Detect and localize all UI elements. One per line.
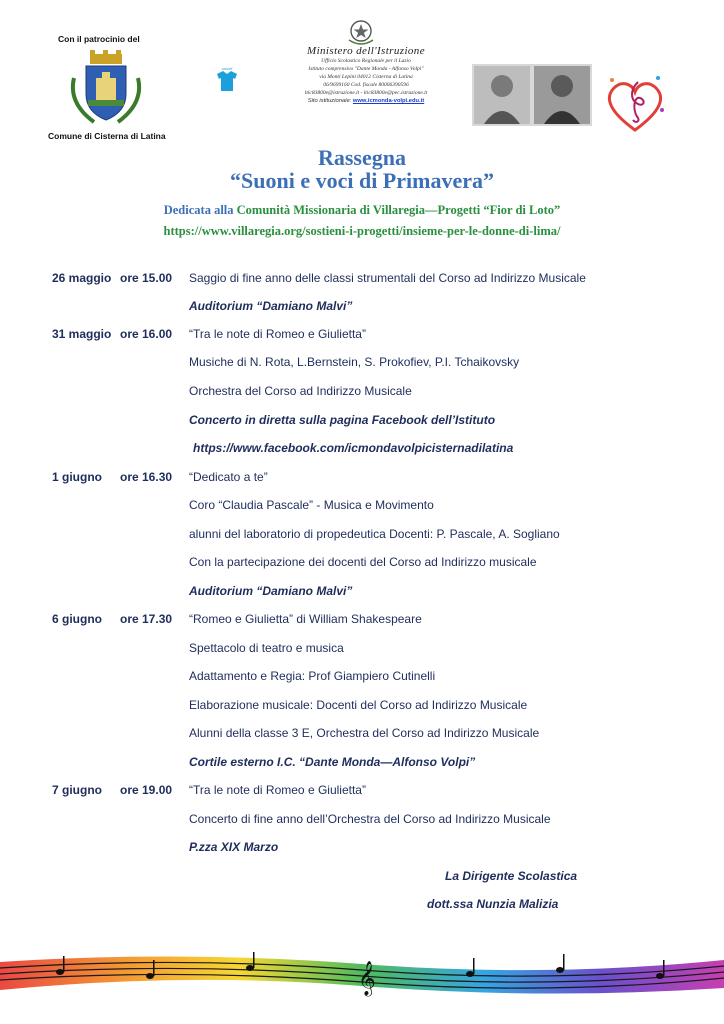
event-date: 1 giugno [52, 470, 102, 484]
event-time: ore 16.00 [120, 327, 173, 341]
event-line: Adattamento e Regia: Prof Giampiero Cutinelli [189, 669, 436, 683]
dedication-org: Comunità Missionaria di Villaregia—Progetti “Fior di Loto” [236, 203, 561, 217]
event-date: 31 maggio [52, 327, 112, 341]
event-line: Alunni della classe 3 E, Orchestra del Corso ad Indirizzo Musicale [189, 726, 540, 740]
page-title: Rassegna [317, 145, 406, 170]
event-time: ore 17.30 [120, 612, 173, 626]
event-time: ore 16.30 [120, 470, 173, 484]
facebook-link[interactable]: https://www.facebook.com/icmondavolpicisternadilatina [193, 441, 514, 455]
ministry-title: Ministero dell'Istruzione [307, 45, 425, 57]
event-time: ore 15.00 [120, 271, 173, 285]
event-line: alunni del laboratorio di propedeutica Docenti: P. Pascale, A. Sogliano [189, 527, 560, 541]
event-date: 26 maggio [52, 271, 112, 285]
event-line: “Romeo e Giulietta” di William Shakespeare [189, 612, 422, 626]
patronage-label: Con il patrocinio del [58, 34, 140, 44]
event-line: “Tra le note di Romeo e Giulietta” [189, 327, 366, 341]
ministry-line: Ufficio Scolastico Regionale per il Lazio [321, 58, 411, 64]
event-date: 6 giugno [52, 612, 102, 626]
ministry-site [270, 97, 462, 105]
ministry-header [270, 45, 462, 105]
comune-label: Comune di Cisterna di Latina [48, 131, 166, 141]
ministry-line: 06/9699160 Cod. fiscale 80006390596 [323, 82, 409, 88]
portrait-photo [472, 64, 592, 126]
event-time: ore 19.00 [120, 783, 173, 797]
event-venue: P.zza XIX Marzo [189, 840, 279, 854]
event-date: 7 giugno [52, 783, 102, 797]
event-line: “Tra le note di Romeo e Giulietta” [189, 783, 366, 797]
ministry-line: via Monti Lepini 04012 Cisterna di Latina [319, 74, 413, 80]
signature-name: dott.ssa Nunzia Malizia [427, 897, 559, 911]
event-line: “Dedicato a te” [189, 470, 268, 484]
event-note: Concerto in diretta sulla pagina Facebook dell’Istituto [189, 413, 496, 427]
event-venue: Auditorium “Damiano Malvi” [189, 299, 353, 313]
event-line: Musiche di N. Rota, L.Bernstein, S. Prokofiev, P.I. Tchaikovsky [189, 355, 520, 369]
event-venue: Cortile esterno I.C. “Dante Monda—Alfonso Volpi” [189, 755, 476, 769]
site-prefix: Sito istituzionale: [307, 98, 352, 104]
school-website-link[interactable]: www.icmonda-volpi.edu.it [352, 98, 425, 104]
svg-text:𝄞: 𝄞 [358, 961, 376, 996]
event-venue: Auditorium “Damiano Malvi” [189, 584, 353, 598]
ministry-line: Istituto comprensivo "Dante Monda - Alfonso Volpi" [308, 66, 424, 72]
event-line: Coro “Claudia Pascale” - Musica e Movimento [189, 498, 434, 512]
treble-clef-heart-icon [600, 70, 670, 136]
event-line: Elaborazione musicale: Docenti del Corso ad Indirizzo Musicale [189, 698, 528, 712]
event-line: Saggio di fine anno delle classi strumentali del Corso ad Indirizzo Musicale [189, 271, 586, 285]
event-line: Spettacolo di teatro e musica [189, 641, 344, 655]
city-crest-icon [64, 48, 148, 126]
ministry-line: ltic83800e@istruzione.it - ltic83800e@pec.istruzione.it [304, 90, 428, 96]
event-line: Orchestra del Corso ad Indirizzo Musicale [189, 384, 412, 398]
signature-role: La Dirigente Scolastica [445, 869, 578, 883]
unicef-logo-icon [212, 66, 242, 96]
dedication [0, 203, 724, 218]
svg-text:unicef: unicef [221, 66, 233, 71]
villaregia-link[interactable]: https://www.villaregia.org/sostieni-i-progetti/insieme-per-le-donne-di-lima/ [163, 224, 561, 238]
dedication-lead: Dedicata alla [163, 203, 234, 217]
italian-republic-emblem-icon [344, 18, 378, 46]
event-line: Con la partecipazione dei docenti del Corso ad Indirizzo musicale [189, 555, 537, 569]
event-series-title: “Suoni e voci di Primavera” [230, 168, 494, 193]
event-line: Concerto di fine anno dell’Orchestra del Corso ad Indirizzo Musicale [189, 812, 551, 826]
rainbow-music-notes-banner [0, 944, 724, 1004]
